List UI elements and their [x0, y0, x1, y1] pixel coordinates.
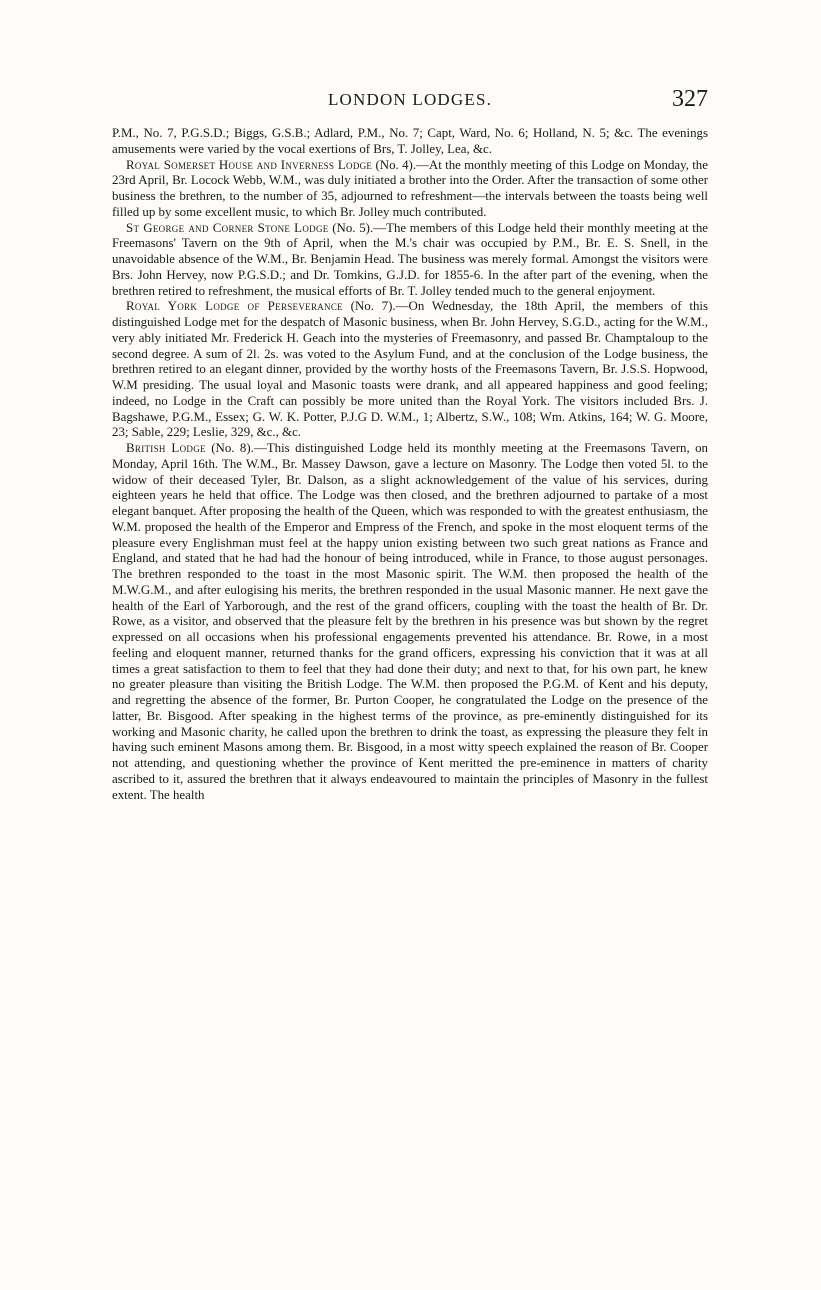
paragraph-british-lodge [112, 441, 708, 803]
paragraph-royal-somerset-house [112, 158, 708, 221]
paragraph-text: (No. 8).—This distinguished Lodge held its monthly meeting at the Freemasons Tavern, on Monday, April 16th. The W.M., Br. Massey Dawson, gave a lecture on Masonry. The Lodge then voted 5l. to the widow of their deceased Tyler, Br. Dalson, as a slight acknowledgement of the value of his services, during eighteen years he held that office. The Lodge was then closed, and the brethren adjourned to partake of a most elegant banquet. After proposing the health of the Queen, which was responded to with the greatest enthusiasm, the W.M. proposed the health of the Emperor and Empress of the French, and spoke in the most eloquent terms of the pleasure every Englishman must feel at the happy union existing between two such great nations as France and England, and stated that he had had the honour of being introduced, while in France, to those august personages. The brethren responded to the toast in the most Masonic spirit. The W.M. then proposed the health of the M.W.G.M., and after eulogising his merits, the brethren responded in the usual Masonic manner. He next gave the health of the Earl of Yarborough, and the rest of the grand officers, coupling with the toast the health of Br. Dr. Rowe, as a visitor, and observed that the pleasure felt by the brethren in his presence was but shown by the regret expressed on all occasions when his professional engagements prevented his attendance. Br. Rowe, in a most feeling and eloquent manner, returned thanks for the grand officers, expressing his conviction that it was at all times a great satisfaction to them to feel that they had done their duty; and next to that, for his own part, he knew no greater pleasure than visiting the British Lodge. The W.M. then proposed the P.G.M. of Kent and his deputy, and regretting the absence of the former, Br. Purton Cooper, he congratulated the Lodge on the presence of the latter, Br. Bisgood. After speaking in the highest terms of the province, as pre-eminently distinguished for its working and Masonic charity, he called upon the brethren to drink the toast, as expressing the pleasure they felt in having such eminent Masons among them. Br. Bisgood, in a most witty speech explained the reason of Br. Cooper not attending, and questioning whether the province of Kent meritted the pre-eminence in matters of charity ascribed to it, assured the brethren that it always endeavoured to maintain the principles of Masonry in the fullest extent. The health [112, 441, 708, 802]
paragraph-text: P.M., No. 7, P.G.S.D.; Biggs, G.S.B.; Adlard, P.M., No. 7; Capt, Ward, No. 6; Holland, N. 5; &c. The evenings amusements were varied by the vocal exertions of Brs, T. Jolley, Lea, &c. [112, 126, 708, 156]
paragraph-text: (No. 5).—The members of this Lodge held their monthly meeting at the Freemasons' Tavern on the 9th of April, when the M.'s chair was occupied by P.M., Br. E. S. Snell, in the unavoidable absence of the W.M., Br. Benjamin Head. The business was merely formal. Amongst the visitors were Brs. John Hervey, now P.G.S.D.; and Dr. Tomkins, G.J.D. for 1855-6. In the after part of the evening, when the brethren retired to refreshment, the musical efforts of Br. T. Jolley tended much to the general enjoyment. [112, 220, 709, 298]
paragraph-royal-york-perseverance [112, 299, 708, 441]
lodge-heading: St George and Corner Stone Lodge [126, 220, 329, 235]
article-body [112, 126, 708, 803]
page-header [112, 86, 708, 116]
running-title: LONDON LODGES. [327, 90, 493, 109]
paragraph-text: (No. 7).—On Wednesday, the 18th April, the members of this distinguished Lodge met for the despatch of Masonic business, when Br. John Hervey, S.G.D., acting for the W.M., very ably initiated Mr. Frederick H. Geach into the mysteries of Freemasonry, and passed Br. Champtaloup to the second degree. A sum of 2l. 2s. was voted to the Asylum Fund, and at the conclusion of the Lodge business, the brethren retired to an elegant dinner, provided by the worthy hosts of the Freemasons Tavern, Br. J.S.S. Hopwood, W.M presiding. The usual loyal and Masonic toasts were drank, and all appeared happiness and good feeling; indeed, no Lodge in the Craft can possibly be more united than the Royal York. The visitors included Brs. J. Bagshawe, P.G.M., Essex; G. W. K. Potter, P.J.G D. W.M., 1; Albertz, S.W., 108; Wm. Atkins, 164; W. G. Moore, 23; Sable, 229; Leslie, 329, &c., &c. [112, 299, 708, 440]
paragraph-continuation [112, 126, 708, 158]
lodge-heading: British Lodge [126, 441, 206, 455]
page-number: 327 [672, 86, 708, 112]
paragraph-st-george-corner-stone [112, 221, 708, 300]
paragraph-text: (No. 4).—At the monthly meeting of this Lodge on Monday, the 23rd April, Br. Locock Webb, W.M., was duly initiated a brother into the Order. After the transaction of some other business the brethren, to the number of 35, adjourned to refreshment—the intervals between the toasts being well filled up by some excellent music, to which Br. Jolley much contributed. [112, 157, 708, 219]
lodge-heading: Royal York Lodge of Perseverance [126, 299, 343, 314]
lodge-heading: Royal Somerset House and Inverness Lodge [126, 157, 373, 172]
